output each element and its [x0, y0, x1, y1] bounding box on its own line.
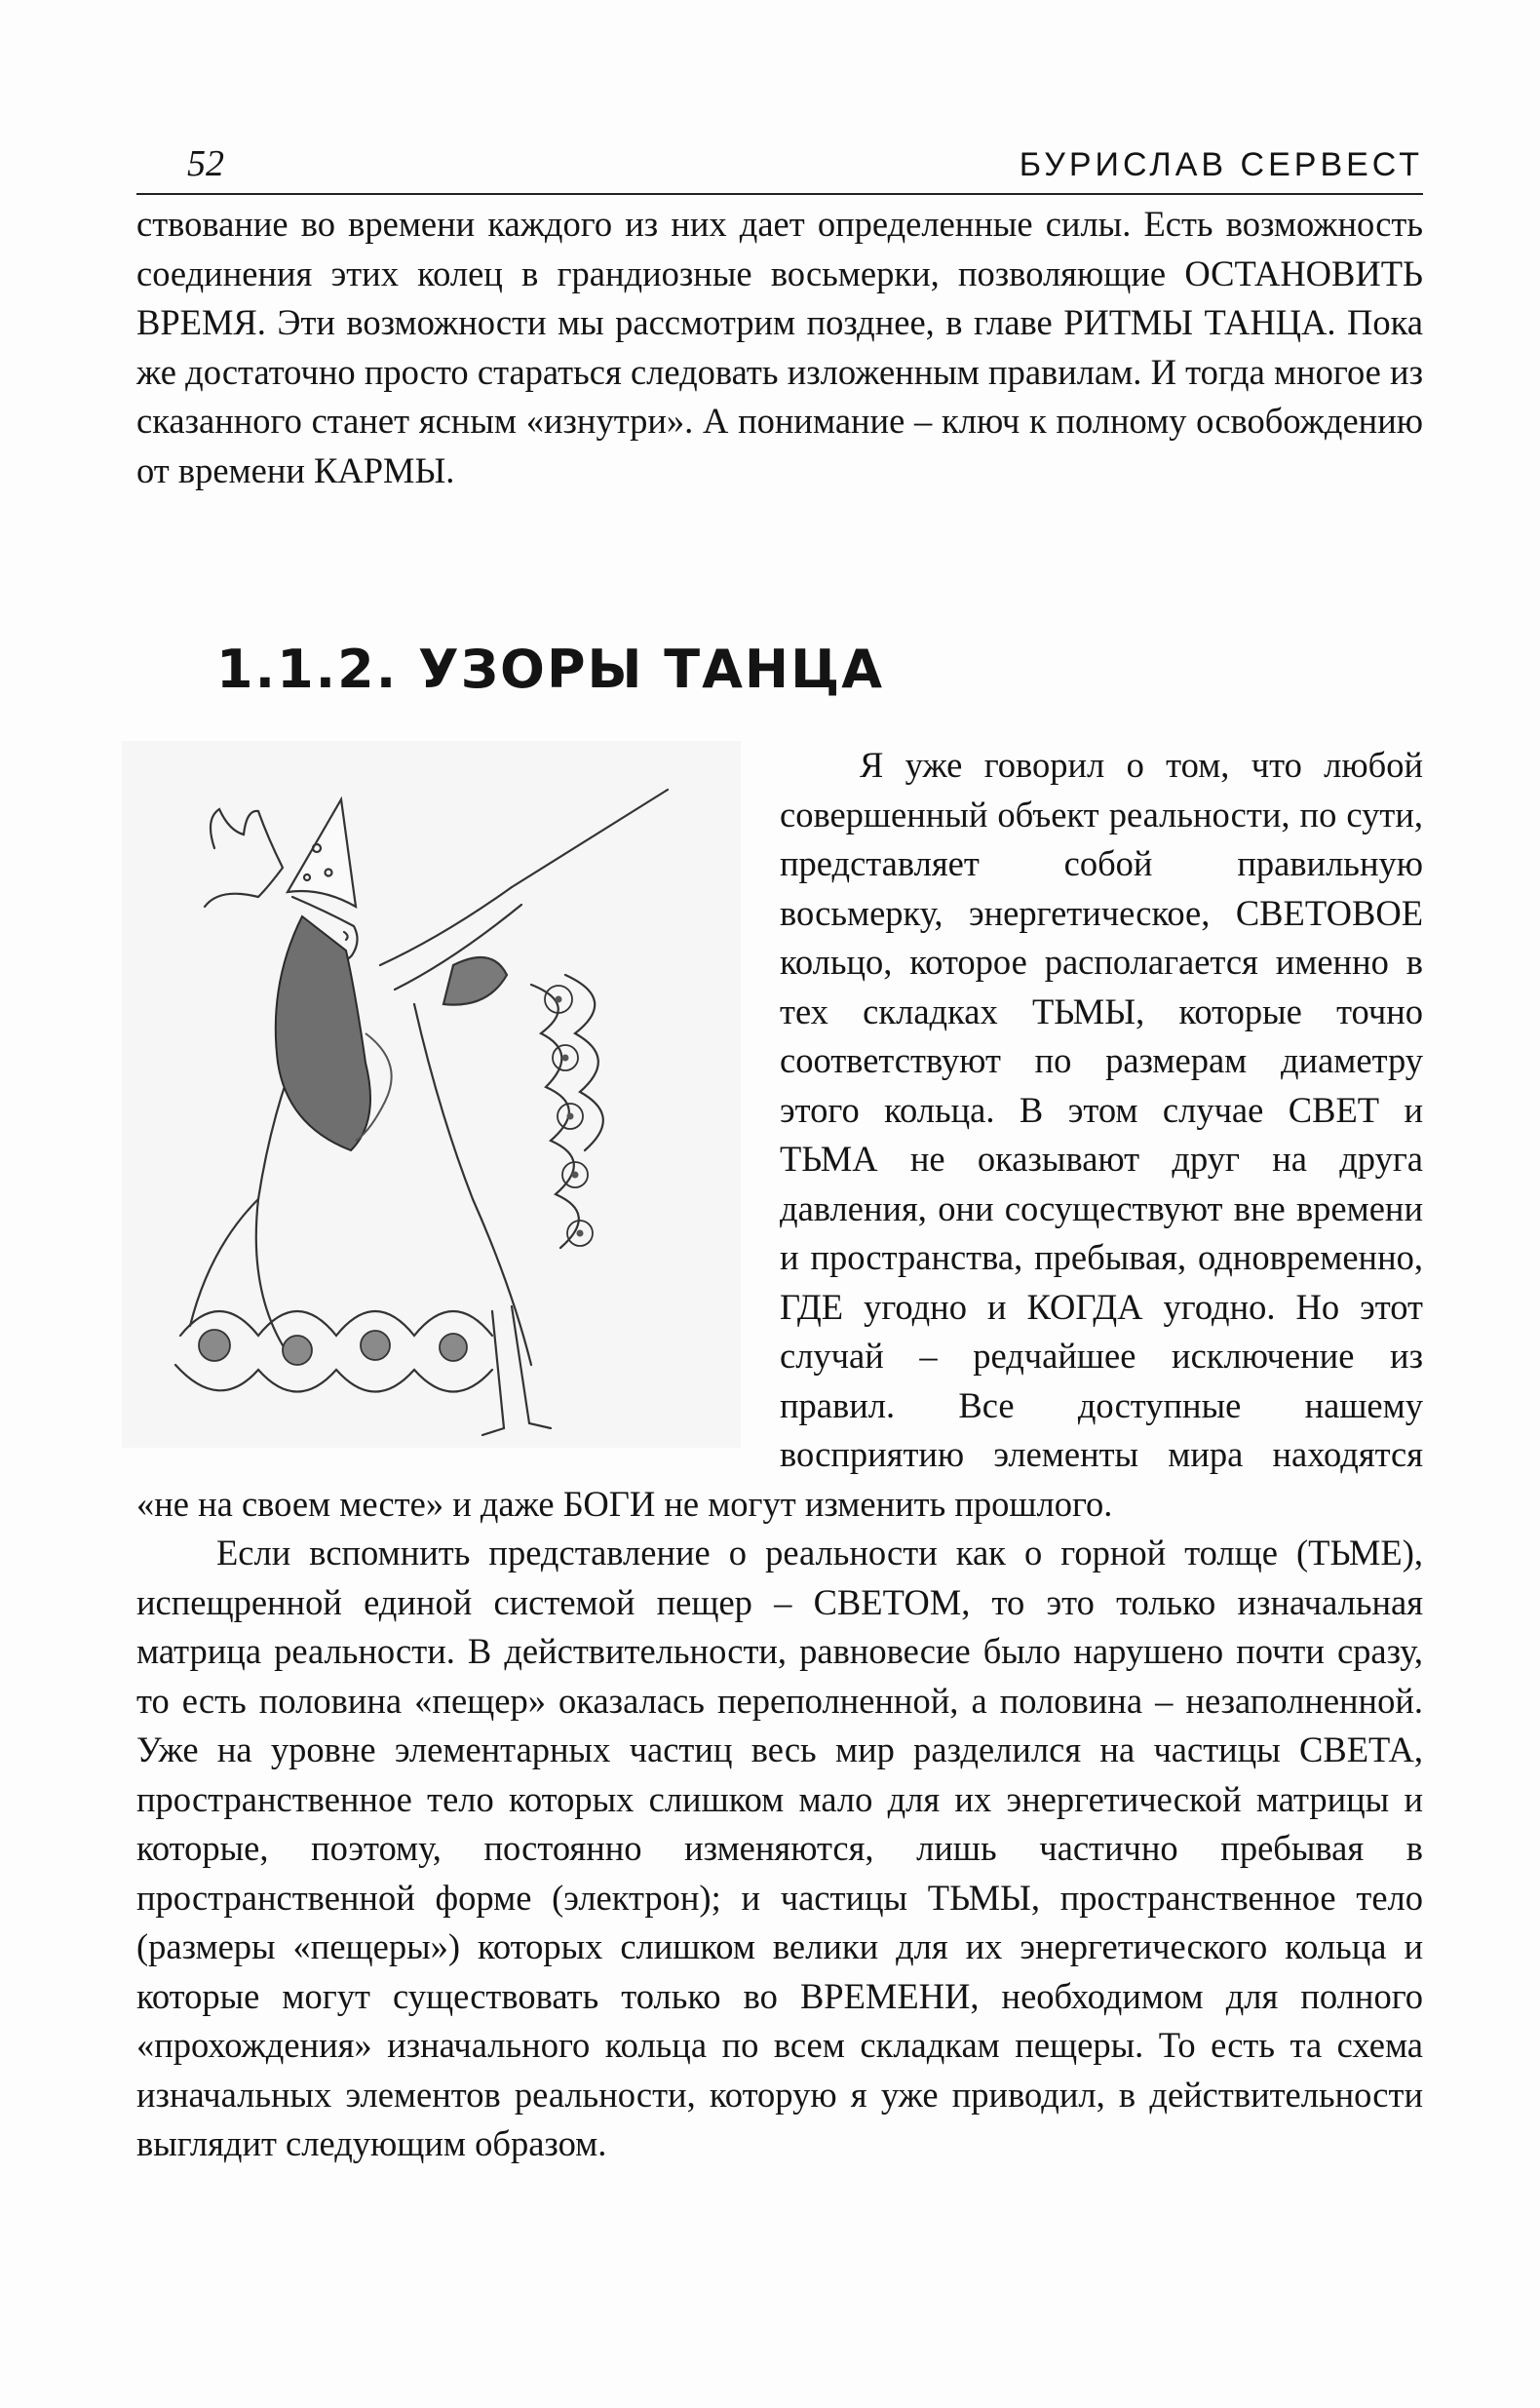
section-heading: 1.1.2. УЗОРЫ ТАНЦА [216, 639, 885, 700]
dancing-wizard-illustration [122, 741, 741, 1448]
running-title: БУРИСЛАВ СЕРВЕСТ [1019, 146, 1423, 183]
paragraph-1: ствование во времени каждого из них дает определенные силы. Есть возможность соединения этих колец в грандиозные восьмерки, позволяющие ОСТАНОВИТЬ ВРЕМЯ. Эти возможности мы рассмотрим позднее, в главе РИТМЫ ТАНЦА. Пока же достаточно просто стараться следовать изложенным правилам. И тогда многое из сказанного станет ясным «изнутри». А понимание – ключ к полному освобождению от времени КАРМЫ. [136, 204, 1423, 490]
page-number: 52 [187, 143, 224, 184]
paragraph-2: Я уже говорил о том, что любой совершенный объект реальности, по сути, представляет собой правильную восьмерку, энергетическое, СВЕТОВОЕ кольцо, которое располагается именно в тех складках ТЬМЫ, которые точно соответствуют по размерам диаметру этого кольца. В этом случае СВЕТ и ТЬМА не оказывают друг на друга давления, они сосуществуют вне времени и пространства, пребывая, одновременно, ГДЕ угодно и КОГДА угодно. Но этот случай – редчайшее исключение из правил. Все доступные нашему восприятию элементы мира находятся «не на своем месте» и даже БОГИ не могут изменить прошлого. [136, 745, 1423, 1524]
wizard-drawing [122, 741, 741, 1448]
paragraph-3: Если вспомнить представление о реальности как о горной толще (ТЬМЕ), испещренной единой системой пещер – СВЕТОМ, то это только изначальная матрица реальности. В действительности, равновесие было нарушено почти сразу, то есть половина «пещер» оказалась переполненной, а половина – незаполненной. Уже на уровне элементарных частиц весь мир разделился на частицы СВЕТА, пространственное тело которых слишком мало для их энергетической матрицы и которые, поэтому, постоянно изменяются, лишь частично пребывая в пространственной форме (электрон); и частицы ТЬМЫ, пространственное тело (размеры «пещеры») которых слишком велики для их энергетического кольца и которые могут существовать только во ВРЕМЕНИ, необходимом для полного «прохождения» изначального кольца по всем складкам пещеры. То есть та схема изначальных элементов реальности, которую я уже приводил, в действительности выглядит следующим образом. [136, 1533, 1423, 2163]
page-header [136, 143, 1423, 195]
figure-text-block [136, 741, 1423, 2169]
